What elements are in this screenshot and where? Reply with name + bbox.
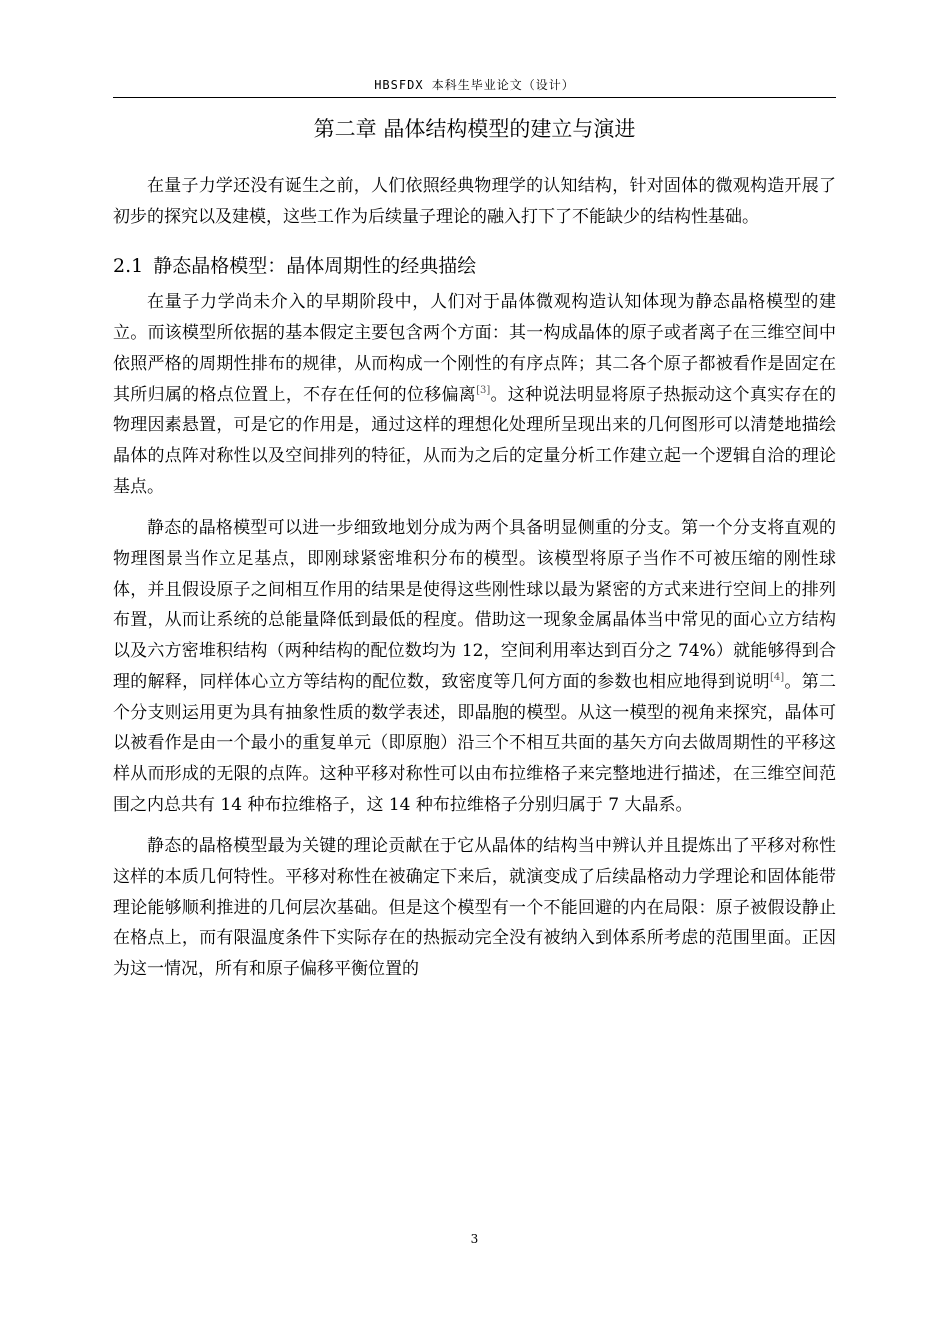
intro-paragraph: 在量子力学还没有诞生之前，人们依照经典物理学的认知结构，针对固体的微观构造开展了初步的探究以及建模，这些工作为后续量子理论的融入打下了不能缺少的结构性基础。	[113, 176, 836, 227]
section-number: 2.1	[113, 255, 144, 278]
paragraph-static-lattice	[113, 287, 836, 502]
citation-3: [3]	[476, 384, 491, 396]
paragraph-text: 。第二个分支则运用更为具有抽象性质的数学表述，即晶胞的模型。从这一模型的视角来探究，晶体可以被看作是由一个最小的重复单元（即原胞）沿三个不相互共面的基矢方向去做周期性的平移这样从而形成的无限的点阵。这种平移对称性可以由布拉维格子来完整地进行描述，在三维空间范围之内总共有 14 种布拉维格子，这 14 种布拉维格子分别归属于 7 大晶系。	[113, 671, 837, 815]
section-title-text: 静态晶格模型：晶体周期性的经典描绘	[153, 255, 477, 278]
paragraph-text: 静态的晶格模型可以进一步细致地划分成为两个具备明显侧重的分支。第一个分支将直观的物理图景当作立足基点，即刚球紧密堆积分布的模型。该模型将原子当作不可被压缩的刚性球体，并且假设原子之间相互作用的结果是使得这些刚性球以最为紧密的方式来进行空间上的排列布置，从而让系统的总能量降低到最低的程度。借助这一现象金属晶体当中常见的面心立方结构以及六方密堆积结构（两种结构的配位数均为 12，空间利用率达到百分之 74%）就能够得到合理的解释，同样体心立方等结构的配位数，致密度等几何方面的参数也相应地得到说明	[113, 518, 836, 692]
citation-4: [4]	[769, 671, 785, 683]
running-header: HBSFDX 本科生毕业论文（设计）	[374, 78, 575, 92]
section-heading	[113, 252, 836, 280]
paragraph-text: 。这种说法明显将原子热振动这个真实存在的物理因素悬置，可是它的作用是，通过这样的理想化处理所呈现出来的几何图形可以清楚地描绘晶体的点阵对称性以及空间排列的特征，从而为之后的定量分析工作建立起一个逻辑自洽的理论基点。	[113, 384, 837, 497]
paragraph-contribution: 静态的晶格模型最为关键的理论贡献在于它从晶体的结构当中辨认并且提炼出了平移对称性这样的本质几何特性。平移对称性在被确定下来后，就演变成了后续晶格动力学理论和固体能带理论能够顺利推进的几何层次基础。但是这个模型有一个不能回避的内在局限：原子被假设静止在格点上，而有限温度条件下实际存在的热振动完全没有被纳入到体系所考虑的范围里面。正因为这一情况，所有和原子偏移平衡位置的	[113, 836, 836, 980]
page-number: 3	[470, 1232, 479, 1246]
header-rule	[113, 97, 836, 98]
paragraph-text: 在量子力学尚未介入的早期阶段中，人们对于晶体微观构造认知体现为静态晶格模型的建立。而该模型所依据的基本假定主要包含两个方面：其一构成晶体的原子或者离子在三维空间中依照严格的周期性排布的规律，从而构成一个刚性的有序点阵；其二各个原子都被看作是固定在其所归属的格点位置上，不存在任何的位移偏离	[113, 292, 836, 405]
body-text	[113, 171, 836, 985]
paragraph-two-branches	[113, 513, 836, 820]
chapter-title: 第二章 晶体结构模型的建立与演进	[313, 117, 636, 141]
